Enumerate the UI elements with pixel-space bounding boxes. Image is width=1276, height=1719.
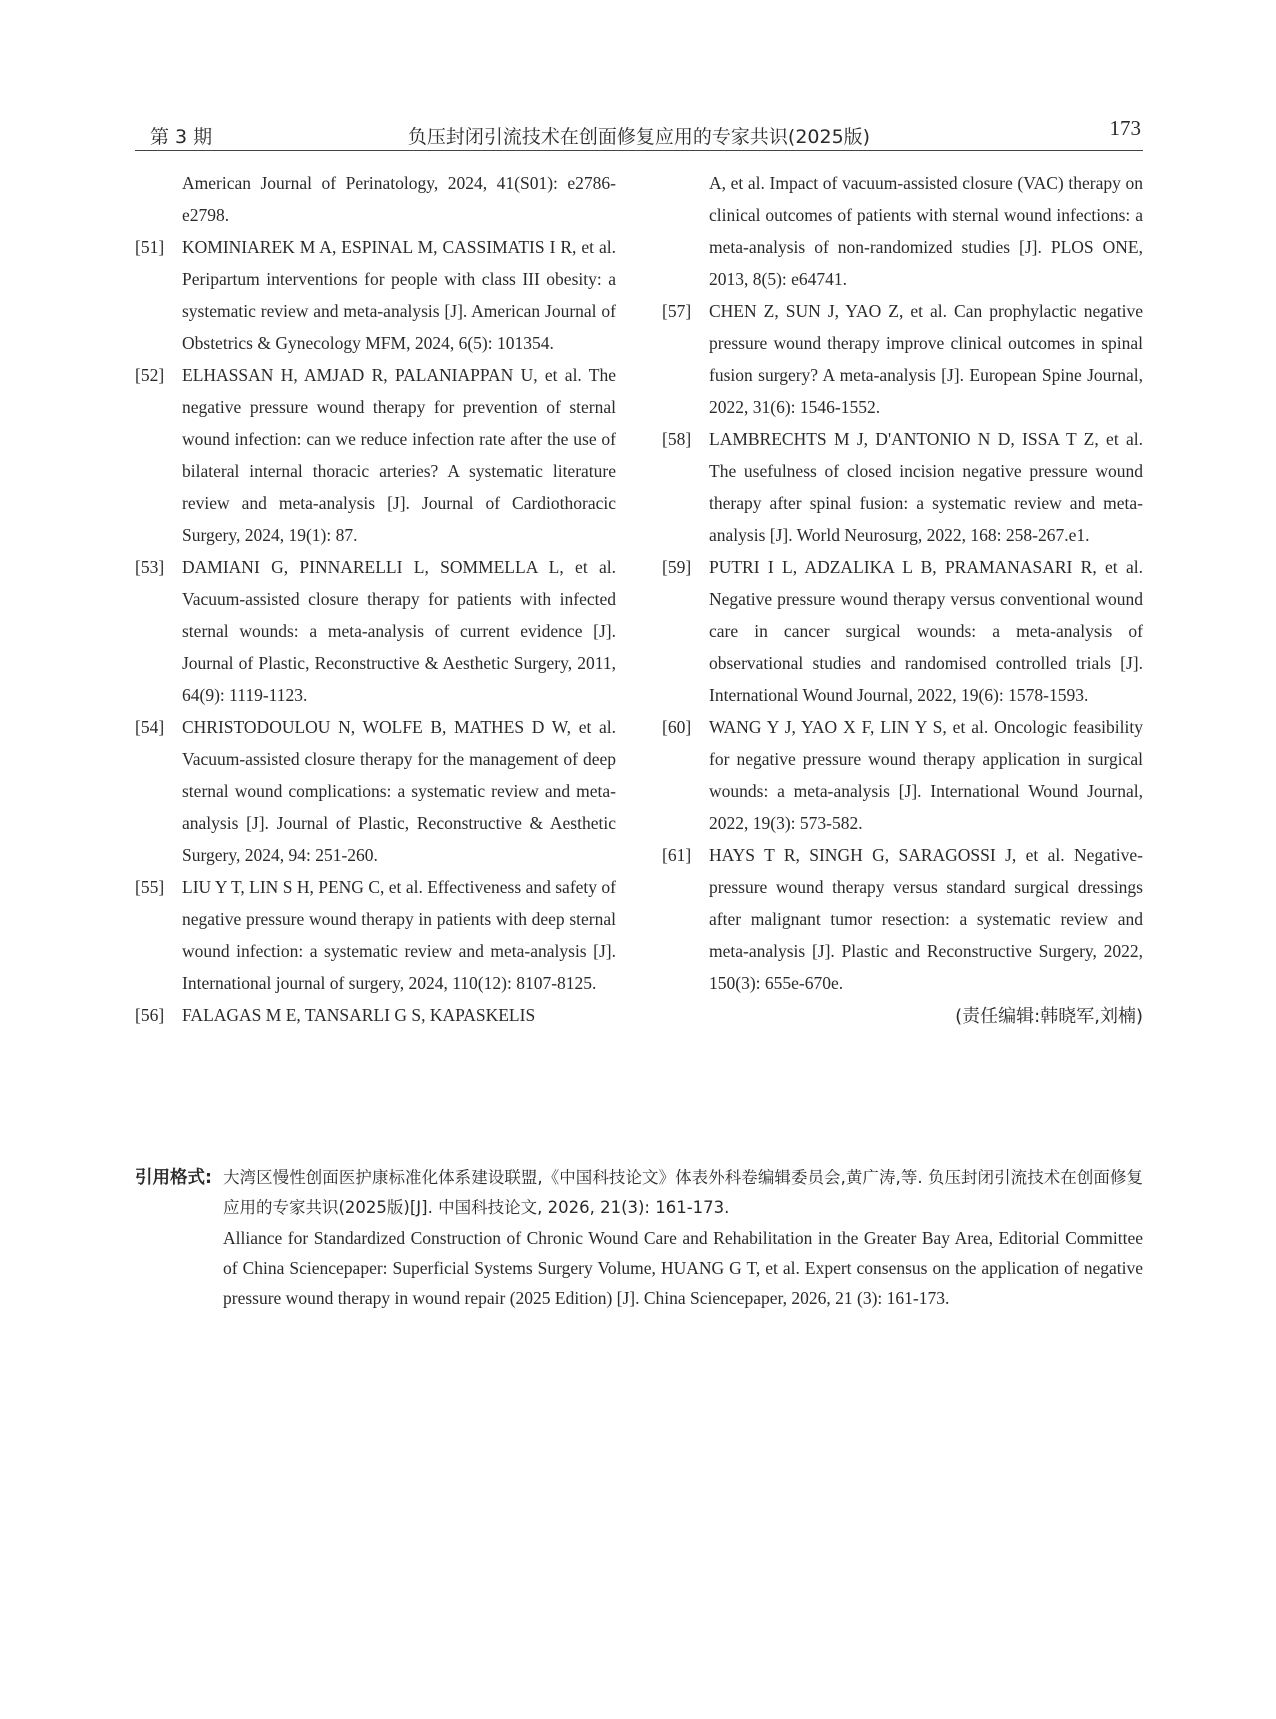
reference-entry [135,711,616,871]
citation-label: 引用格式: [135,1168,212,1188]
reference-entry [662,839,1143,999]
reference-entry [662,551,1143,711]
reference-text: HAYS T R, SINGH G, SARAGOSSI J, et al. Negative-pressure wound therapy versus standard surgical dressings after malignant tumor resection: a systematic review and meta-analysis [J]. Plastic and Reconstructive Surgery, 2022, 150(3): 655e-670e. [709,845,1143,993]
page-header [135,114,1143,151]
reference-entry [135,871,616,999]
reference-number: [54] [135,717,165,737]
reference-text: WANG Y J, YAO X F, LIN Y S, et al. Oncologic feasibility for negative pressure wound therapy application in surgical wounds: a meta-analysis [J]. International Wound Journal, 2022, 19(3): 573-582. [709,717,1143,833]
reference-entry [135,231,616,359]
reference-text: ELHASSAN H, AMJAD R, PALANIAPPAN U, et al. The negative pressure wound therapy for prevention of sternal wound infection: can we reduce infection rate after the use of bilateral internal thoracic arteries? A systematic literature review and meta-analysis [J]. Journal of Cardiothoracic Surgery, 2024, 19(1): 87. [182,365,616,545]
citation-english: Alliance for Standardized Construction of Chronic Wound Care and Rehabilitation in the Greater Bay Area, Editorial Committee of China Sciencepaper: Superficial Systems Surgery Volume, HUANG G T, et al. Expert consensus on the application of negative pressure wound therapy in wound repair (2025 Edition) [J]. China Sciencepaper, 2026, 21 (3): 161-173. [223,1228,1143,1308]
reference-number: [58] [662,429,692,449]
issue-label: 第 3 期 [150,126,213,148]
right-column [662,167,1143,1033]
citation-chinese: 大湾区慢性创面医护康标准化体系建设联盟,《中国科技论文》体表外科卷编辑委员会,黄广涛,等. 负压封闭引流技术在创面修复应用的专家共识(2025版)[J]. 中国科技论文, 2026, 21(3): 161-173. [223,1168,1143,1217]
responsible-editors: (责任编辑:韩晓军,刘楠) [955,1006,1143,1027]
reference-number: [61] [662,845,692,865]
reference-continuation: American Journal of Perinatology, 2024, 41(S01): e2786-e2798. [182,173,616,225]
reference-text: LAMBRECHTS M J, D'ANTONIO N D, ISSA T Z, et al. The usefulness of closed incision negative pressure wound therapy after spinal fusion: a systematic review and meta-analysis [J]. World Neurosurg, 2022, 168: 258-267.e1. [709,429,1143,545]
reference-text: LIU Y T, LIN S H, PENG C, et al. Effectiveness and safety of negative pressure wound therapy in patients with deep sternal wound infection: a systematic review and meta-analysis [J]. International journal of surgery, 2024, 110(12): 8107-8125. [182,877,616,993]
citation-format [135,1163,1143,1313]
reference-number: [52] [135,365,165,385]
reference-entry [662,711,1143,839]
reference-text: FALAGAS M E, TANSARLI G S, KAPASKELIS [182,1005,536,1025]
reference-number: [51] [135,237,165,257]
reference-number: [60] [662,717,692,737]
reference-number: [57] [662,301,692,321]
reference-entry [135,359,616,551]
running-title: 负压封闭引流技术在创面修复应用的专家共识(2025版) [407,126,871,148]
left-column [135,167,616,1031]
reference-text: CHRISTODOULOU N, WOLFE B, MATHES D W, et al. Vacuum-assisted closure therapy for the management of deep sternal wound complications: a systematic review and meta-analysis [J]. Journal of Plastic, Reconstructive & Aesthetic Surgery, 2024, 94: 251-260. [182,717,616,865]
reference-text: DAMIANI G, PINNARELLI L, SOMMELLA L, et al. Vacuum-assisted closure therapy for patients with infected sternal wounds: a meta-analysis of current evidence [J]. Journal of Plastic, Reconstructive & Aesthetic Surgery, 2011, 64(9): 1119-1123. [182,557,616,705]
reference-number: [55] [135,877,165,897]
reference-entry [662,423,1143,551]
reference-text: CHEN Z, SUN J, YAO Z, et al. Can prophylactic negative pressure wound therapy improve clinical outcomes in spinal fusion surgery? A meta-analysis [J]. European Spine Journal, 2022, 31(6): 1546-1552. [709,301,1143,417]
reference-continuation: A, et al. Impact of vacuum-assisted closure (VAC) therapy on clinical outcomes of patients with sternal wound infections: a meta-analysis of non-randomized studies [J]. PLOS ONE, 2013, 8(5): e64741. [709,173,1143,289]
reference-entry [662,295,1143,423]
reference-number: [56] [135,1005,165,1025]
reference-entry [135,999,616,1031]
reference-number: [53] [135,557,165,577]
reference-number: [59] [662,557,692,577]
reference-text: KOMINIAREK M A, ESPINAL M, CASSIMATIS I R, et al. Peripartum interventions for people with class III obesity: a systematic review and meta-analysis [J]. American Journal of Obstetrics & Gynecology MFM, 2024, 6(5): 101354. [182,237,616,353]
page-number: 173 [1109,116,1141,140]
reference-entry [135,551,616,711]
reference-text: PUTRI I L, ADZALIKA L B, PRAMANASARI R, et al. Negative pressure wound therapy versus conventional wound care in cancer surgical wounds: a meta-analysis of observational studies and randomised controlled trials [J]. International Wound Journal, 2022, 19(6): 1578-1593. [709,557,1143,705]
